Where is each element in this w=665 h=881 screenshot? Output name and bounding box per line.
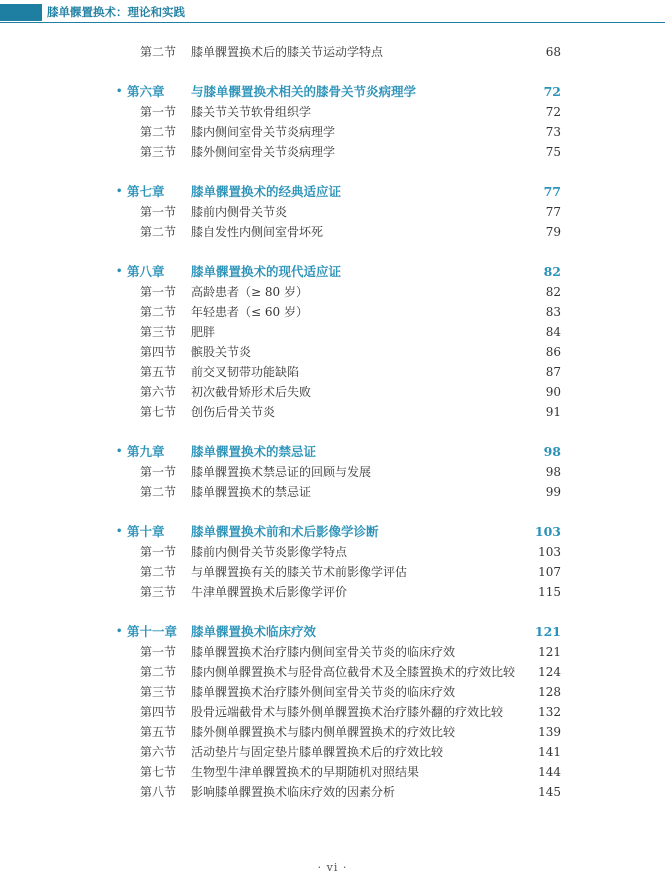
toc-entry-number: 第二节 [140, 45, 177, 59]
toc-entry-page: 82 [543, 264, 561, 279]
toc-entry-number: 第十一章 [127, 624, 178, 639]
toc-entry-number: 第二节 [140, 125, 177, 139]
toc-entry-number: 第一节 [140, 105, 177, 119]
toc-section-entry[interactable] [0, 642, 665, 662]
toc-entry-page: 68 [545, 45, 561, 59]
running-header [0, 0, 665, 23]
toc-entry-number: 第三节 [140, 325, 177, 339]
toc-chapter-entry[interactable] [0, 262, 665, 282]
toc-entry-number: 第六节 [140, 385, 177, 399]
toc-section-entry[interactable] [0, 782, 665, 802]
toc-entry-number: 第一节 [140, 645, 177, 659]
toc-entry-number: 第二节 [140, 225, 177, 239]
bullet-icon: • [116, 446, 123, 457]
toc-entry-number: 第七节 [140, 765, 177, 779]
toc-chapter-entry[interactable] [0, 442, 665, 462]
toc-entry-title: 股骨远端截骨术与膝外侧单髁置换术治疗膝外翻的疗效比较 [191, 705, 504, 719]
bullet-icon: • [116, 526, 123, 537]
bullet-icon: • [116, 86, 123, 97]
toc-entry-page: 121 [538, 645, 561, 659]
toc-entry-page: 141 [538, 745, 561, 759]
toc-entry-title: 膝外侧间室骨关节炎病理学 [191, 145, 336, 159]
toc-section-entry[interactable] [0, 282, 665, 302]
toc-entry-page: 145 [538, 785, 561, 799]
toc-entry-page: 98 [543, 444, 561, 459]
toc-entry-page: 124 [538, 665, 561, 679]
toc-entry-number: 第一节 [140, 205, 177, 219]
header-color-block [0, 4, 42, 21]
toc-entry-title: 创伤后骨关节炎 [191, 405, 276, 419]
bullet-icon: • [116, 626, 123, 637]
toc-entry-number: 第一节 [140, 465, 177, 479]
toc-entry-title: 髌股关节炎 [191, 345, 252, 359]
toc-section-entry[interactable] [0, 582, 665, 602]
toc-section-entry[interactable] [0, 222, 665, 242]
toc-entry-title: 初次截骨矫形术后失败 [191, 385, 312, 399]
toc-entry-number: 第三节 [140, 685, 177, 699]
toc-chapter-entry[interactable] [0, 522, 665, 542]
toc-section-entry[interactable] [0, 122, 665, 142]
toc-section-entry[interactable] [0, 762, 665, 782]
toc-entry-number: 第五节 [140, 365, 177, 379]
toc-entry-page: 77 [545, 205, 561, 219]
toc-entry-number: 第六章 [127, 84, 165, 99]
toc-entry-title: 生物型牛津单髁置换术的早期随机对照结果 [191, 765, 420, 779]
toc-entry-page: 128 [538, 685, 561, 699]
toc-entry-page: 121 [534, 624, 561, 639]
toc-entry-title: 膝内侧间室骨关节炎病理学 [191, 125, 336, 139]
toc-section-entry[interactable] [0, 342, 665, 362]
toc-entry-title: 膝自发性内侧间室骨坏死 [191, 225, 324, 239]
toc-entry-page: 87 [545, 365, 561, 379]
toc-entry-number: 第八章 [127, 264, 165, 279]
toc-entry-page: 139 [538, 725, 561, 739]
toc-entry-page: 107 [538, 565, 561, 579]
toc-section-entry[interactable] [0, 402, 665, 422]
toc-entry-page: 72 [545, 105, 561, 119]
header-rule [0, 22, 665, 23]
toc-section-entry[interactable] [0, 202, 665, 222]
toc-entry-title: 膝单髁置换术前和术后影像学诊断 [191, 524, 379, 539]
toc-section-entry[interactable] [0, 702, 665, 722]
toc-entry-number: 第九章 [127, 444, 165, 459]
toc-entry-number: 第六节 [140, 745, 177, 759]
toc-section-entry[interactable] [0, 682, 665, 702]
toc-section-entry[interactable] [0, 382, 665, 402]
toc-entry-page: 98 [545, 465, 561, 479]
toc-entry-number: 第五节 [140, 725, 177, 739]
toc-entry-number: 第三节 [140, 585, 177, 599]
toc-entry-title: 前交叉韧带功能缺陷 [191, 365, 300, 379]
toc-entry-page: 103 [534, 524, 561, 539]
toc-entry-number: 第一节 [140, 545, 177, 559]
toc-section-entry[interactable] [0, 362, 665, 382]
toc-entry-page: 82 [545, 285, 561, 299]
toc-entry-title: 高龄患者（≥ 80 岁） [191, 285, 308, 299]
toc-entry-page: 73 [545, 125, 561, 139]
toc-section-entry[interactable] [0, 142, 665, 162]
toc-entry-page: 84 [545, 325, 561, 339]
toc-section-entry[interactable] [0, 742, 665, 762]
toc-entry-title: 活动垫片与固定垫片膝单髁置换术后的疗效比较 [191, 745, 444, 759]
toc-section-entry[interactable] [0, 102, 665, 122]
toc-entry-number: 第四节 [140, 345, 177, 359]
book-title: 膝单髁置换术：理论和实践 [47, 5, 185, 19]
toc-entry-number: 第一节 [140, 285, 177, 299]
page-number: · vi · [317, 861, 348, 874]
toc-chapter-entry[interactable] [0, 622, 665, 642]
toc-entry-title: 膝内侧单髁置换术与胫骨高位截骨术及全膝置换术的疗效比较 [191, 665, 516, 679]
toc-entry-number: 第二节 [140, 665, 177, 679]
bullet-icon: • [116, 186, 123, 197]
toc-entry-number: 第二节 [140, 565, 177, 579]
toc-entry-title: 膝单髁置换术临床疗效 [191, 624, 317, 639]
toc-entry-number: 第二节 [140, 485, 177, 499]
toc-chapter-entry[interactable] [0, 82, 665, 102]
toc-entry-title: 膝单髁置换术的禁忌证 [191, 485, 312, 499]
toc-entry-title: 与单髁置换有关的膝关节术前影像学评估 [191, 565, 408, 579]
toc-section-entry[interactable] [0, 302, 665, 322]
toc-entry-title: 年轻患者（≤ 60 岁） [191, 305, 308, 319]
toc-entry-number: 第三节 [140, 145, 177, 159]
toc-entry-title: 膝外侧单髁置换术与膝内侧单髁置换术的疗效比较 [191, 725, 456, 739]
toc-entry-page: 75 [545, 145, 561, 159]
toc-entry-page: 83 [545, 305, 561, 319]
toc-entry-number: 第二节 [140, 305, 177, 319]
toc-entry-number: 第七章 [127, 184, 165, 199]
toc-entry-page: 77 [543, 184, 561, 199]
toc-entry-page: 91 [545, 405, 561, 419]
toc-entry-title: 肥胖 [191, 325, 216, 339]
toc-entry-page: 79 [545, 225, 561, 239]
toc-section-entry[interactable] [0, 722, 665, 742]
bullet-icon: • [116, 266, 123, 277]
toc-entry-title: 膝单髁置换术后的膝关节运动学特点 [191, 45, 384, 59]
toc-entry-number: 第七节 [140, 405, 177, 419]
toc-section-entry[interactable] [0, 42, 665, 62]
toc-section-entry[interactable] [0, 482, 665, 502]
toc-entry-number: 第八节 [140, 785, 177, 799]
toc-entry-title: 影响膝单髁置换术临床疗效的因素分析 [191, 785, 396, 799]
toc-section-entry[interactable] [0, 542, 665, 562]
toc-entry-title: 牛津单髁置换术后影像学评价 [191, 585, 348, 599]
toc-entry-title: 膝单髁置换术禁忌证的回顾与发展 [191, 465, 372, 479]
toc-entry-title: 与膝单髁置换术相关的膝骨关节炎病理学 [191, 84, 417, 99]
toc-section-entry[interactable] [0, 662, 665, 682]
toc-section-entry[interactable] [0, 322, 665, 342]
toc-entry-page: 99 [545, 485, 561, 499]
toc-entry-page: 103 [538, 545, 561, 559]
toc-entry-page: 90 [545, 385, 561, 399]
toc-entry-number: 第四节 [140, 705, 177, 719]
toc-entry-title: 膝单髁置换术的现代适应证 [191, 264, 342, 279]
toc-entry-number: 第十章 [127, 524, 165, 539]
toc-chapter-entry[interactable] [0, 182, 665, 202]
toc-entry-title: 膝单髁置换术的经典适应证 [191, 184, 342, 199]
toc-entry-title: 膝单髁置换术治疗膝内侧间室骨关节炎的临床疗效 [191, 645, 456, 659]
toc-entry-page: 115 [538, 585, 561, 599]
toc-entry-page: 72 [543, 84, 561, 99]
toc-entry-page: 144 [538, 765, 561, 779]
toc-section-entry[interactable] [0, 562, 665, 582]
toc-entry-title: 膝前内侧骨关节炎影像学特点 [191, 545, 348, 559]
toc-entry-page: 132 [538, 705, 561, 719]
toc-section-entry[interactable] [0, 462, 665, 482]
toc-entry-title: 膝关节关节软骨组织学 [191, 105, 312, 119]
toc-entry-title: 膝单髁置换术治疗膝外侧间室骨关节炎的临床疗效 [191, 685, 456, 699]
toc-entry-page: 86 [545, 345, 561, 359]
toc-entry-title: 膝前内侧骨关节炎 [191, 205, 288, 219]
toc-entry-title: 膝单髁置换术的禁忌证 [191, 444, 317, 459]
